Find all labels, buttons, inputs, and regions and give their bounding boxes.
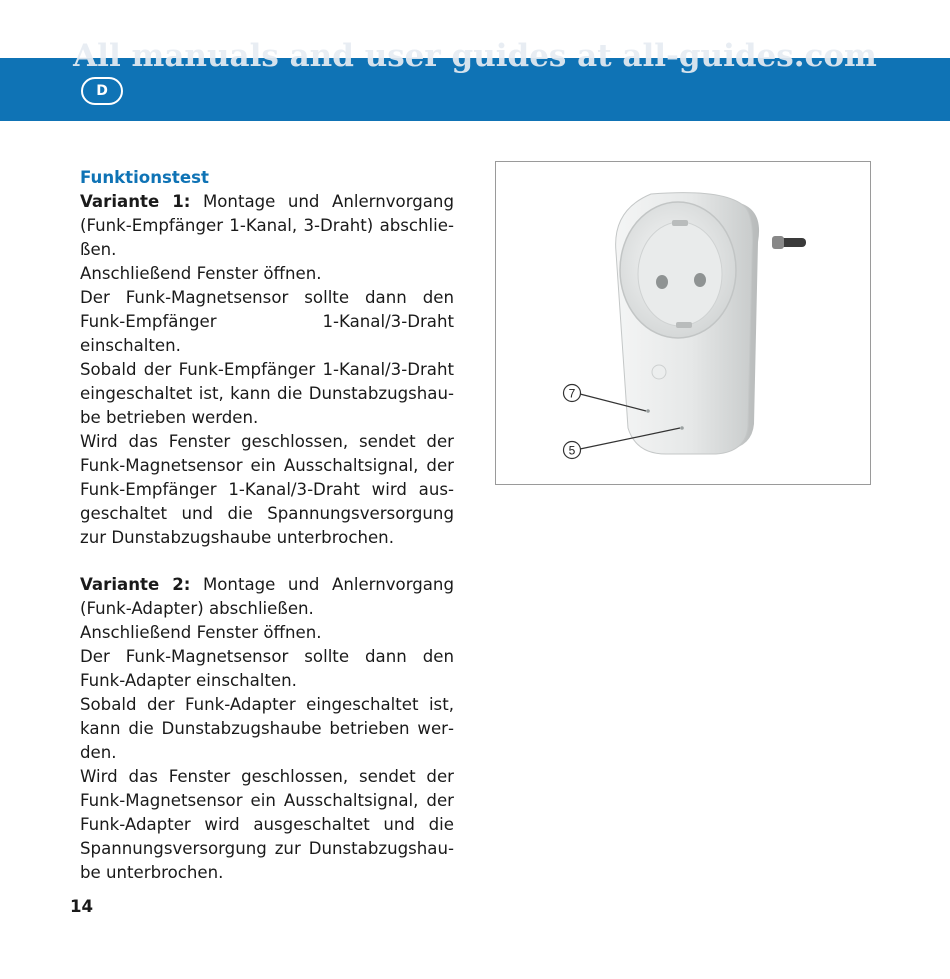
led-5 bbox=[680, 426, 684, 430]
variant2-text-2: Anschließend Fenster öffnen. bbox=[80, 623, 322, 642]
radio-adapter-illustration bbox=[496, 162, 870, 484]
earth-clip-bottom bbox=[676, 322, 692, 328]
variant1-text-3: Der Funk-Magnetsensor sollte dann den Funk-Empfänger 1-Kanal/3-Draht einschalten. bbox=[80, 288, 454, 355]
variant1-label: Variante 1: bbox=[80, 192, 191, 211]
section-title: Funktionstest bbox=[80, 168, 209, 187]
variant2-text-5: Wird das Fenster geschlossen, sendet der Funk-Magnetsensor ein Ausschaltsignal, der Funk-Adapter wird ausgeschaltet und die Spannungsversorgung zur Dunstabzugshaube unterbrochen. bbox=[80, 767, 454, 882]
variant1-text-1: Montage und Anlernvorgang (Funk-Empfänger 1-Kanal, 3-Draht) abschließen. bbox=[80, 192, 454, 259]
variant1-text-5: Wird das Fenster geschlossen, sendet der Funk-Magnetsensor ein Ausschaltsignal, der Funk-Empfänger 1-Kanal/3-Draht wird ausgeschaltet und die Spannungsversorgung zur Dunstabzugshaube unterbrochen. bbox=[80, 432, 454, 547]
learn-button bbox=[652, 365, 666, 379]
socket-face bbox=[638, 222, 722, 326]
led-7 bbox=[646, 409, 650, 413]
paragraph-gap bbox=[80, 550, 454, 573]
variant2-text-3: Der Funk-Magnetsensor sollte dann den Funk-Adapter einschalten. bbox=[80, 647, 454, 690]
variant1-intro bbox=[80, 190, 454, 262]
language-badge: D bbox=[81, 77, 123, 105]
socket-hole-left bbox=[656, 275, 668, 289]
variant2-text-4: Sobald der Funk-Adapter eingeschaltet ist, kann die Dunstabzugshaube betrieben werden. bbox=[80, 695, 454, 762]
text-column bbox=[80, 166, 454, 885]
variant2-label: Variante 2: bbox=[80, 575, 191, 594]
variant2-intro bbox=[80, 573, 454, 621]
plug-pins bbox=[772, 236, 806, 249]
variant2-text-1: Montage und Anlernvorgang (Funk-Adapter) abschließen. bbox=[80, 575, 454, 618]
callout-label-7: 7 bbox=[568, 386, 576, 401]
variant1-text-4: Sobald der Funk-Empfänger 1-Kanal/3-Draht eingeschaltet ist, kann die Dunstabzugshaube betrieben werden. bbox=[80, 360, 454, 427]
socket-hole-right bbox=[694, 273, 706, 287]
watermark: All manuals and user guides at all-guides.com bbox=[73, 38, 877, 74]
variant1-text-2: Anschließend Fenster öffnen. bbox=[80, 264, 322, 283]
callout-label-5: 5 bbox=[568, 443, 576, 458]
page-number: 14 bbox=[70, 897, 94, 916]
earth-clip-top bbox=[672, 220, 688, 226]
product-figure bbox=[495, 161, 871, 485]
